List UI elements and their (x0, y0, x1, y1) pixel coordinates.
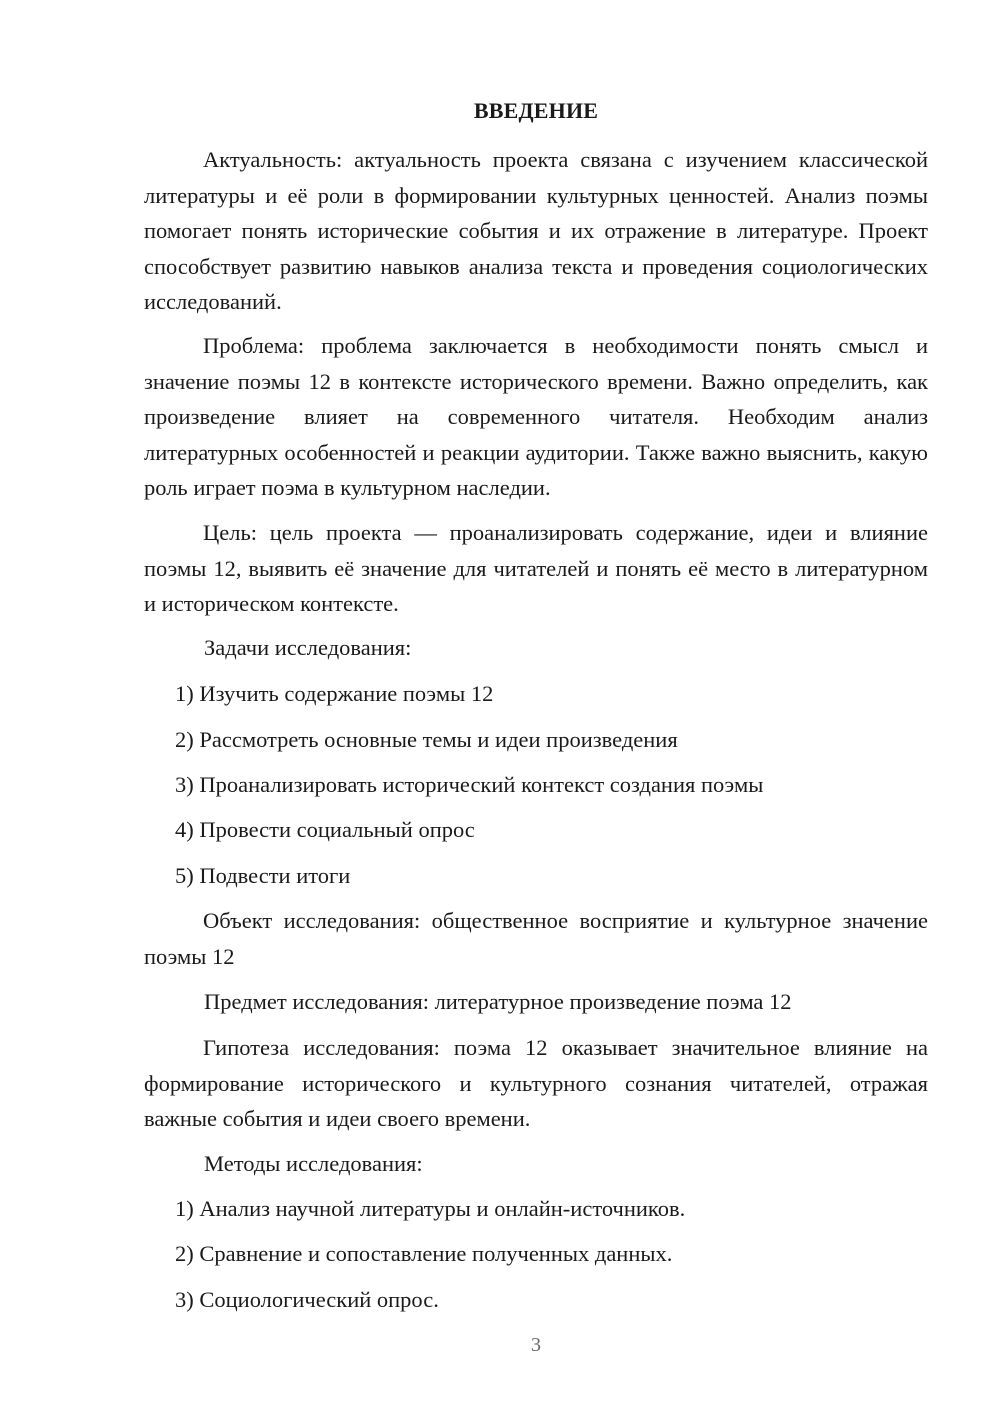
page-number: 3 (531, 1334, 541, 1356)
page-title: ВВЕДЕНИЕ (473, 98, 599, 123)
task-item: 2) Рассмотреть основные темы и идеи произведения (175, 727, 678, 752)
object-paragraph: Объект исследования: общественное восприятие и культурное значение поэмы 12 (144, 908, 928, 969)
method-item: 3) Социологический опрос. (175, 1287, 439, 1312)
task-item: 4) Провести социальный опрос (175, 817, 475, 842)
hypothesis-paragraph: Гипотеза исследования: поэма 12 оказывает значительное влияние на формирование исторического и культурного сознания читателей, отражая важные события и идеи своего времени. (144, 1035, 928, 1131)
task-item: 1) Изучить содержание поэмы 12 (175, 681, 494, 706)
methods-heading: Методы исследования: (204, 1151, 423, 1176)
relevance-paragraph: Актуальность: актуальность проекта связана с изучением классической литературы и её роли в формировании культурных ценностей. Анализ поэмы помогает понять исторические события и их отражение в литературе. Проект способствует развитию навыков анализа текста и проведения социологических исследований. (144, 147, 928, 314)
subject-line: Предмет исследования: литературное произведение поэма 12 (204, 989, 792, 1014)
method-item: 1) Анализ научной литературы и онлайн-источников. (175, 1196, 686, 1221)
goal-paragraph: Цель: цель проекта — проанализировать содержание, идеи и влияние поэмы 12, выявить её значение для читателей и понять её место в литературном и историческом контексте. (144, 520, 928, 616)
problem-paragraph: Проблема: проблема заключается в необходимости понять смысл и значение поэмы 12 в контексте исторического времени. Важно определить, как произведение влияет на современного читателя. Необходим анализ литературных особенностей и реакции аудитории. Также важно выяснить, какую роль играет поэма в культурном наследии. (144, 333, 928, 500)
task-item: 5) Подвести итоги (175, 863, 351, 888)
task-item: 3) Проанализировать исторический контекст создания поэмы (175, 772, 764, 797)
method-item: 2) Сравнение и сопоставление полученных данных. (175, 1241, 673, 1266)
tasks-heading: Задачи исследования: (204, 635, 412, 660)
